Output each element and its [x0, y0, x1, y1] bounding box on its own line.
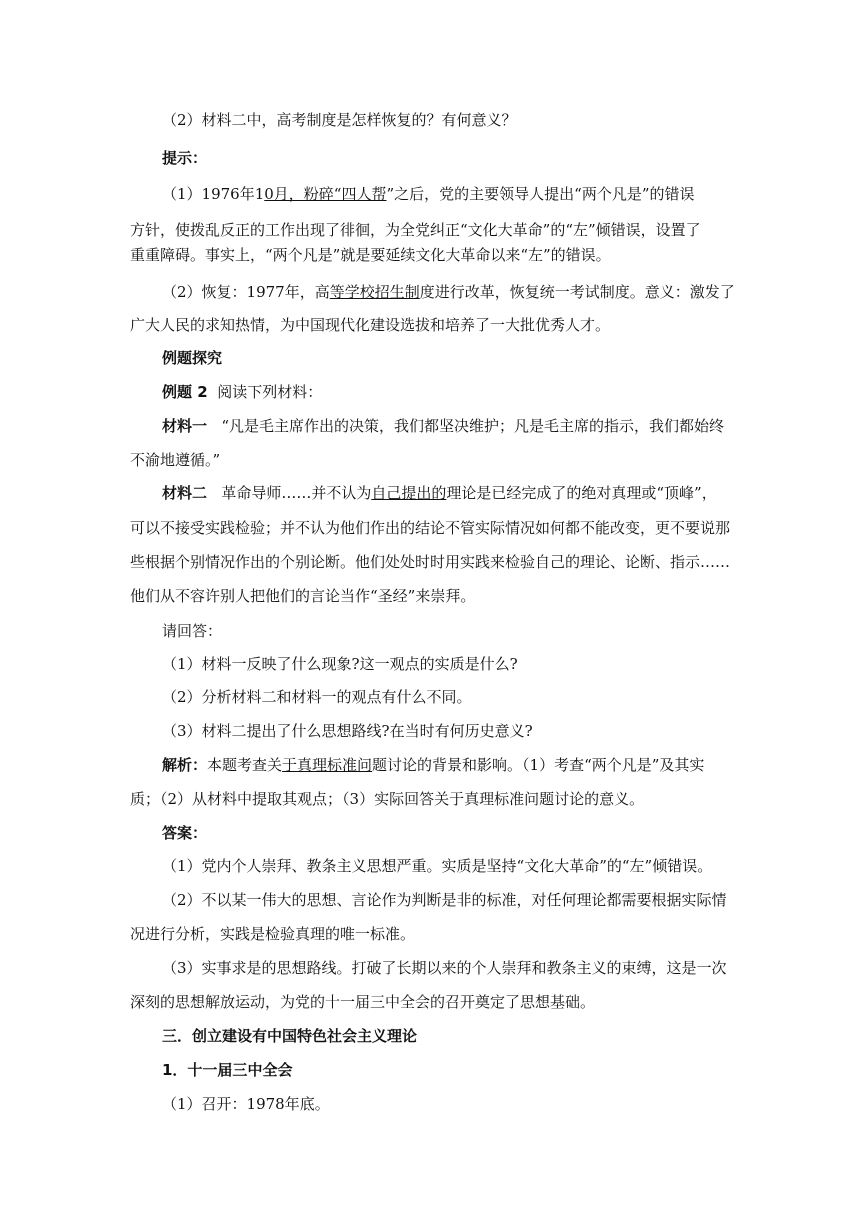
underlined-text: 自己提出的: [371, 484, 447, 502]
question-2: （2）材料二中，高考制度是怎样恢复的？有何意义？: [162, 111, 517, 129]
answer-1: （1）党内个人崇拜、教条主义思想严重。实质是坚持“文化大革命”的“左”倾错误。: [162, 857, 713, 875]
text-run: ”之后，党的主要领导人提出“两个凡是”的错误: [386, 185, 695, 203]
material-2-line-2: 可以不接受实践检验；并不认为他们作出的结论不管实际情况如何都不能改变，更不要说那: [130, 519, 731, 537]
underlined-text: 等学校招生制: [329, 283, 420, 301]
material-2-line-3: 些根据个别情况作出的个别论断。他们处处时时用实践来检验自己的理论、论断、指示……: [130, 553, 731, 571]
material-2-line-1: [162, 483, 742, 503]
example-2-text: 阅读下列材料：: [217, 383, 323, 401]
please-answer: 请回答：: [162, 622, 223, 640]
hint-2-line-2: 广大人民的求知热情，为中国现代化建设选拔和培养了一大批优秀人才。: [130, 316, 611, 334]
text-run: 本题考查关: [207, 756, 283, 774]
hint-label: 提示：: [162, 149, 208, 167]
text-run: 革命导师……并不认为: [221, 484, 372, 502]
analysis-line-2: 质；（2）从材料中提取其观点；（3）实际回答关于真理标准问题讨论的意义。: [130, 790, 645, 808]
question-a2: （2）分析材料二和材料一的观点有什么不同。: [162, 688, 472, 706]
hint-2-line-1: [162, 282, 742, 302]
text-run: 理论是已经完成了的绝对真理或“顶峰”，: [446, 484, 717, 502]
answer-2-line-1: （2）不以某一伟大的思想、言论作为判断是非的标准，对任何理论都需要根据实际情: [162, 891, 727, 909]
material-2-label: 材料二: [162, 484, 208, 502]
question-a1: （1）材料一反映了什么现象?这一观点的实质是什么?: [162, 655, 518, 673]
answer-2-line-2: 况进行分析，实践是检验真理的唯一标准。: [130, 925, 416, 943]
analysis-label: 解析：: [162, 756, 208, 774]
underlined-text: 于真理标准问: [282, 756, 373, 774]
example-2-label: 例题 2: [162, 383, 208, 401]
text-run: “凡是毛主席作出的决策，我们都坚决维护；凡是毛主席的指示，我们都始终: [221, 417, 725, 435]
material-1-label: 材料一: [162, 417, 208, 435]
example-2-line: [162, 382, 742, 402]
material-1-line-1: [162, 416, 742, 436]
text-run: （1）1976年1: [162, 185, 265, 203]
question-a3: （3）材料二提出了什么思想路线?在当时有何历史意义?: [162, 722, 533, 740]
subsection-1-item-1: （1）召开：1978年底。: [162, 1095, 330, 1113]
text-run: 度进行改革，恢复统一考试制度。意义：激发了: [419, 283, 735, 301]
section-3-heading: 三．创立建设有中国特色社会主义理论: [162, 1027, 418, 1045]
subsection-1-heading: 1．十一届三中全会: [162, 1061, 293, 1079]
material-1-line-2: 不渝地遵循。”: [130, 451, 221, 469]
underlined-text: 0月，粉碎“四人帮: [264, 185, 387, 203]
hint-1-line-1: [162, 184, 742, 204]
material-2-line-4: 他们从不容许别人把他们的言论当作“圣经”来崇拜。: [130, 587, 476, 605]
text-run: （2）恢复：1977年，高: [162, 283, 330, 301]
answer-3-line-2: 深刻的思想解放运动，为党的十一届三中全会的召开奠定了思想基础。: [130, 993, 596, 1011]
hint-1-line-3: 重重障碍。事实上，“两个凡是”就是要延续文化大革命以来“左”的错误。: [130, 246, 611, 264]
text-run: 题讨论的背景和影响。（1）考查“两个凡是”及其实: [372, 756, 705, 774]
answer-3-line-1: （3）实事求是的思想路线。打破了长期以来的个人崇拜和教条主义的束缚，这是一次: [162, 959, 727, 977]
analysis-line-1: [162, 755, 742, 775]
answer-label: 答案：: [162, 824, 208, 842]
example-heading: 例题探究: [162, 349, 223, 367]
hint-1-line-2: 方针，使拨乱反正的工作出现了徘徊，为全党纠正“文化大革命”的“左”倾错误，设置了: [130, 221, 701, 239]
